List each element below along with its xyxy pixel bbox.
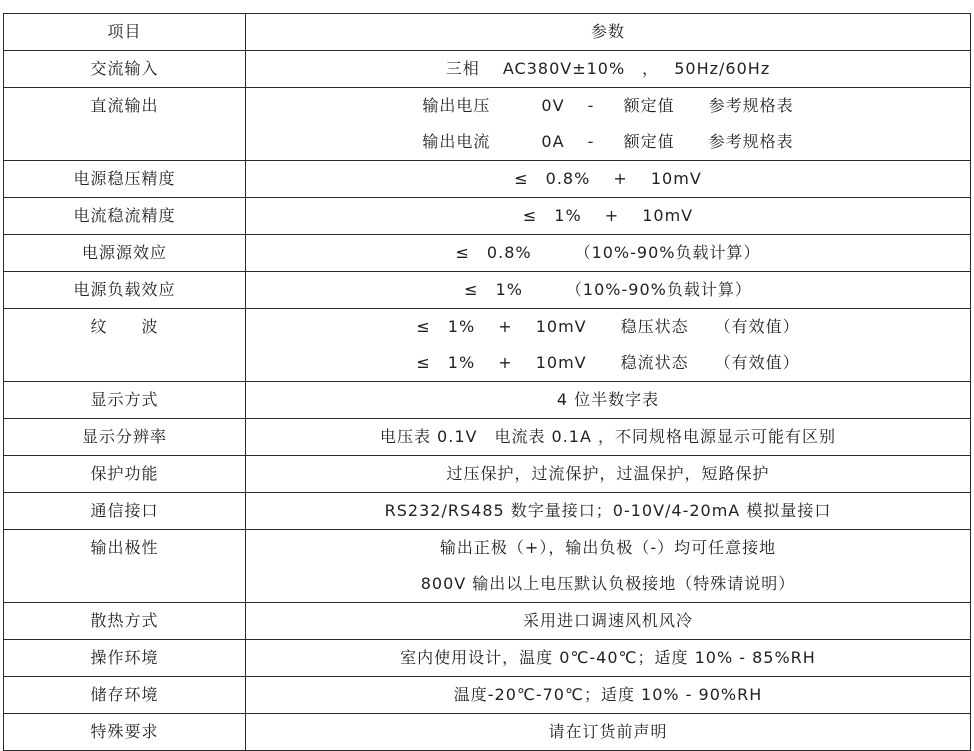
row-value-cell: [246, 493, 971, 530]
row-value-cell: [246, 603, 971, 640]
row-label: 保护功能: [90, 464, 159, 483]
row-label: 输出极性: [90, 538, 159, 557]
row-value-line: 采用进口调速风机风冷: [522, 611, 693, 630]
row-value-line: 输出正极（+），输出负极（-）均可任意接地: [439, 538, 777, 557]
table-row: [4, 382, 971, 419]
row-label-cell: [4, 51, 246, 88]
row-value-cell: [246, 677, 971, 714]
table-row: [4, 493, 971, 530]
row-label-cell: [4, 272, 246, 309]
header-value-label: 参数: [590, 22, 625, 41]
table-row: [4, 603, 971, 640]
row-value-line: ≤ 0.8% + 10mV: [514, 169, 702, 188]
table-row: [4, 640, 971, 677]
row-label-cell: [4, 640, 246, 677]
table-row: [4, 88, 971, 161]
row-label-cell: [4, 419, 246, 456]
row-label: 电源源效应: [81, 243, 167, 262]
row-label-cell: [4, 309, 246, 382]
row-label-cell: [4, 382, 246, 419]
table-row: [4, 419, 971, 456]
row-value-line: ≤ 1% + 10mV 稳流状态 （有效值）: [416, 353, 800, 372]
row-value-line: 4 位半数字表: [556, 390, 660, 409]
row-value-cell: [246, 640, 971, 677]
row-value-line: 请在订货前声明: [548, 722, 668, 741]
table-row: [4, 677, 971, 714]
row-value-line: 800V 输出以上电压默认负极接地（特殊请说明）: [420, 574, 796, 593]
row-label-cell: [4, 456, 246, 493]
row-value-cell: [246, 382, 971, 419]
table-row: [4, 309, 971, 382]
row-label: 电流稳流精度: [73, 206, 176, 225]
row-label-cell: [4, 235, 246, 272]
row-value-line: 温度-20℃-70℃；适度 10% - 90%RH: [453, 685, 763, 704]
row-value-cell: [246, 161, 971, 198]
row-label: 储存环境: [90, 685, 159, 704]
table-row: [4, 714, 971, 751]
header-item: [4, 14, 246, 51]
table-row: [4, 530, 971, 603]
row-label: 散热方式: [90, 611, 159, 630]
row-value-line: 过压保护，过流保护，过温保护，短路保护: [446, 464, 770, 483]
row-label: 特殊要求: [90, 722, 159, 741]
row-label: 显示方式: [90, 390, 159, 409]
row-label: 通信接口: [90, 501, 159, 520]
row-value-cell: [246, 419, 971, 456]
row-value-line: ≤ 1% + 10mV 稳压状态 （有效值）: [416, 317, 800, 336]
table-body: [4, 51, 971, 751]
row-label: 电源负载效应: [73, 280, 176, 299]
row-value-cell: [246, 272, 971, 309]
row-value-line: RS232/RS485 数字量接口；0-10V/4-20mA 模拟量接口: [384, 501, 832, 520]
row-label-cell: [4, 88, 246, 161]
row-label: 纹 波: [90, 317, 159, 336]
row-label-cell: [4, 603, 246, 640]
table-row: [4, 198, 971, 235]
row-value-cell: [246, 51, 971, 88]
row-value-cell: [246, 714, 971, 751]
row-label: 显示分辨率: [81, 427, 167, 446]
row-label-cell: [4, 714, 246, 751]
row-label: 直流输出: [90, 96, 159, 115]
row-label-cell: [4, 161, 246, 198]
row-value-cell: [246, 530, 971, 603]
table-row: [4, 272, 971, 309]
table-row: [4, 456, 971, 493]
header-value: [246, 14, 971, 51]
row-label: 电源稳压精度: [73, 169, 176, 188]
table-row: [4, 51, 971, 88]
row-label-cell: [4, 493, 246, 530]
row-value-cell: [246, 88, 971, 161]
row-label-cell: [4, 198, 246, 235]
row-label: 操作环境: [90, 648, 159, 667]
row-value-line: 输出电流 0A - 额定值 参考规格表: [422, 132, 794, 151]
spec-table: [3, 13, 971, 751]
row-value-line: 电压表 0.1V 电流表 0.1A ，不同规格电源显示可能有区别: [379, 427, 837, 446]
table-row: [4, 235, 971, 272]
row-label-cell: [4, 530, 246, 603]
row-value-cell: [246, 309, 971, 382]
row-value-cell: [246, 235, 971, 272]
table-header-row: [4, 14, 971, 51]
row-value-line: ≤ 1% （10%-90%负载计算）: [464, 280, 752, 299]
table-row: [4, 161, 971, 198]
row-value-cell: [246, 456, 971, 493]
row-value-cell: [246, 198, 971, 235]
row-value-line: 三相 AC380V±10% ， 50Hz/60Hz: [445, 59, 771, 78]
row-label: 交流输入: [90, 59, 159, 78]
row-value-line: ≤ 1% + 10mV: [522, 206, 694, 225]
header-item-label: 项目: [107, 22, 142, 41]
row-value-line: 输出电压 0V - 额定值 参考规格表: [422, 96, 794, 115]
row-label-cell: [4, 677, 246, 714]
row-value-line: 室内使用设计，温度 0℃-40℃；适度 10% - 85%RH: [400, 648, 816, 667]
row-value-line: ≤ 0.8% （10%-90%负载计算）: [455, 243, 761, 262]
